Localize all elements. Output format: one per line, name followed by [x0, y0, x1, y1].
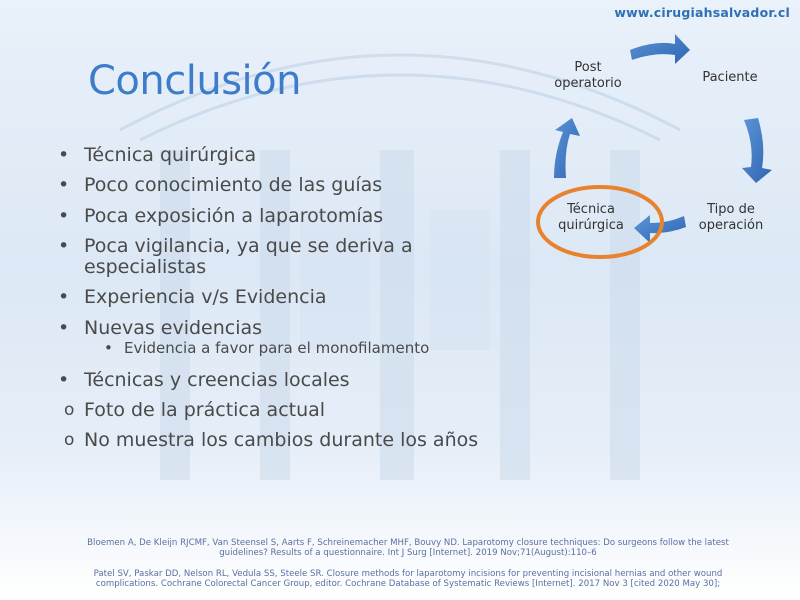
website-url: www.cirugiahsalvador.cl — [614, 5, 790, 20]
cycle-node-post-operatorio: Post operatorio — [554, 60, 622, 92]
cycle-arrow-right — [742, 118, 772, 183]
circle-bullet-item: o No muestra los cambios durante los años — [58, 430, 528, 451]
circle-bullet-item: o Foto de la práctica actual — [58, 400, 528, 421]
bullet-item: • Poca vigilancia, ya que se deriva a especialistas — [58, 236, 528, 279]
reference-2: Patel SV, Paskar DD, Nelson RL, Vedula SS, Steele SR. Closure methods for laparotomy incisions for preventing incisional hernias and other wound complications. Cochrane Colorectal Cancer Group, editor. Cochrane Database of Systematic Reviews [Internet]. 2017 Nov 3 [cited 2020 May 30]; — [93, 569, 723, 589]
bullet-item: • Poca exposición a laparotomías — [58, 206, 528, 227]
sub-bullet-item: • Evidencia a favor para el monofilamento — [58, 340, 528, 357]
bullet-item: • Nuevas evidencias — [58, 318, 528, 339]
bullet-item: • Técnicas y creencias locales — [58, 370, 528, 391]
reference-1: Bloemen A, De Kleijn RJCMF, Van Steensel S, Aarts F, Schreinemacher MHF, Bouvy ND. Laparotomy closure techniques: Do surgeons follow the latest guidelines? Results of a questionnaire. Int J Surg [Internet]. 2019 Nov;71(August):110–6 — [87, 538, 729, 558]
bullet-item: • Técnica quirúrgica — [58, 145, 528, 166]
cycle-arrow-top — [630, 34, 690, 64]
cycle-arrow-left — [554, 118, 580, 178]
cycle-node-tipo-operacion: Tipo de operación — [698, 202, 764, 234]
cycle-node-paciente: Paciente — [702, 70, 758, 85]
cycle-diagram — [500, 20, 800, 280]
bullet-list — [58, 145, 528, 460]
slide-title: Conclusión — [88, 58, 301, 104]
bullet-item: • Experiencia v/s Evidencia — [58, 287, 528, 308]
bullet-item: • Poco conocimiento de las guías — [58, 175, 528, 196]
cycle-node-tecnica-quirurgica: Técnica quirúrgica — [558, 202, 624, 234]
